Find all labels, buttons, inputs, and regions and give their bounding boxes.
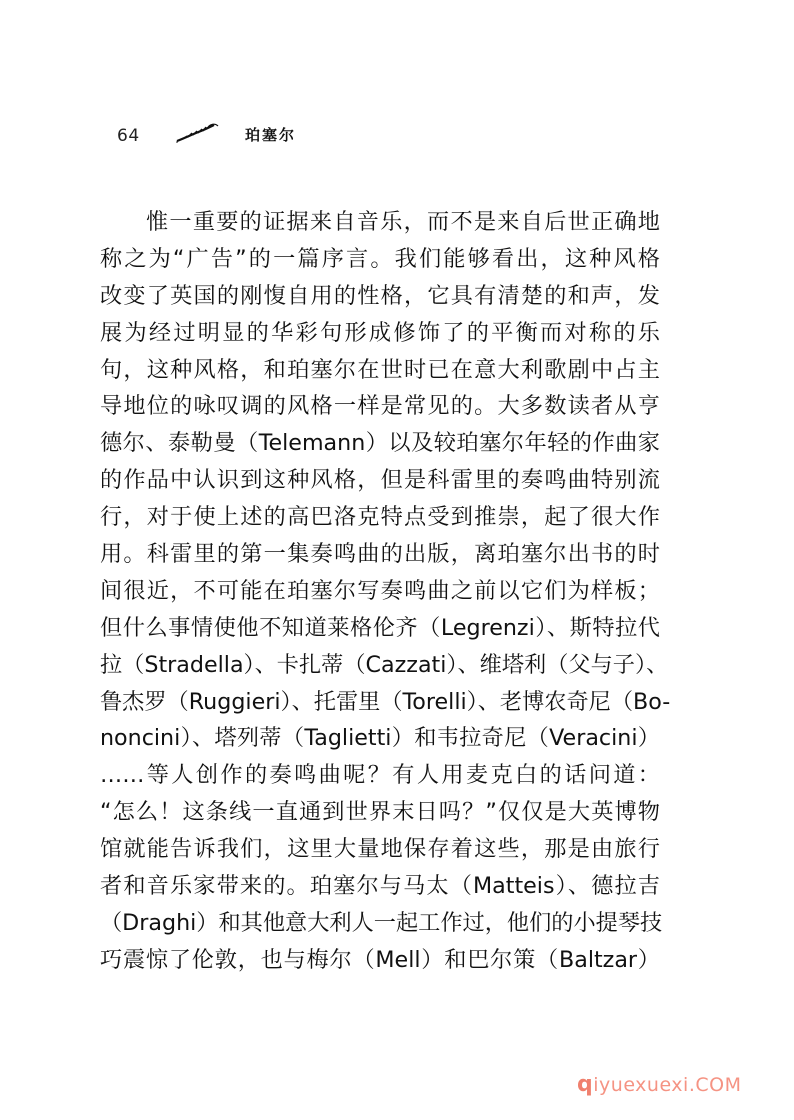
text-line: 用。科雷里的第一集奏鸣曲的出版，离珀塞尔出书的时 bbox=[100, 541, 660, 568]
text-line: noncini）、塔列蒂（Taglietti）和韦拉奇尼（Veracini） bbox=[100, 725, 660, 752]
text-line: 展为经过明显的华彩句形成修饰了的平衡而对称的乐 bbox=[100, 319, 660, 346]
watermark-text: iyuexuexi.COM bbox=[593, 1074, 742, 1096]
text-line: 者和音乐家带来的。珀塞尔与马太（Matteis）、德拉吉 bbox=[100, 873, 660, 900]
site-watermark bbox=[577, 1072, 742, 1097]
watermark-logo-letter: q bbox=[577, 1072, 594, 1097]
quill-flourish-icon bbox=[175, 122, 220, 144]
text-line: 改变了英国的刚愎自用的性格，它具有清楚的和声，发 bbox=[100, 282, 660, 309]
text-line: 但什么事情使他不知道莱格伦齐（Legrenzi）、斯特拉代 bbox=[100, 614, 660, 641]
text-line: “怎么！这条线一直通到世界末日吗？”仅仅是大英博物 bbox=[100, 799, 660, 826]
text-line: 句，这种风格，和珀塞尔在世时已在意大利歌剧中占主 bbox=[100, 356, 660, 383]
text-line: （Draghi）和其他意大利人一起工作过，他们的小提琴技 bbox=[100, 909, 663, 936]
body-paragraph bbox=[100, 204, 671, 979]
text-line: 称之为“广告”的一篇序言。我们能够看出，这种风格 bbox=[100, 245, 660, 272]
text-line: ……等人创作的奏鸣曲呢？有人用麦克白的话问道： bbox=[100, 762, 660, 789]
text-line: 巧震惊了伦敦，也与梅尔（Mell）和巴尔策（Baltzar） bbox=[100, 946, 660, 973]
running-title: 珀塞尔 bbox=[245, 126, 297, 144]
text-line: 馆就能告诉我们，这里大量地保存着这些，那是由旅行 bbox=[100, 836, 660, 863]
text-line: 的作品中认识到这种风格，但是科雷里的奏鸣曲特别流 bbox=[100, 467, 660, 494]
text-line: 鲁杰罗（Ruggieri）、托雷里（Torelli）、老博农奇尼（Bo- bbox=[100, 688, 671, 715]
text-line: 行，对于使上述的高巴洛克特点受到推崇，起了很大作 bbox=[100, 504, 660, 531]
text-line: 导地位的咏叹调的风格一样是常见的。大多数读者从亨 bbox=[100, 393, 660, 420]
text-line: 拉（Stradella）、卡扎蒂（Cazzati）、维塔利（父与子）、 bbox=[100, 651, 669, 678]
text-line: 德尔、泰勒曼（Telemann）以及较珀塞尔年轻的作曲家 bbox=[100, 430, 660, 457]
text-line: 惟一重要的证据来自音乐，而不是来自后世正确地 bbox=[146, 209, 660, 235]
page-number: 64 bbox=[117, 126, 140, 146]
text-line: 间很近，不可能在珀塞尔写奏鸣曲之前以它们为样板； bbox=[100, 577, 660, 604]
page-header bbox=[117, 122, 417, 150]
